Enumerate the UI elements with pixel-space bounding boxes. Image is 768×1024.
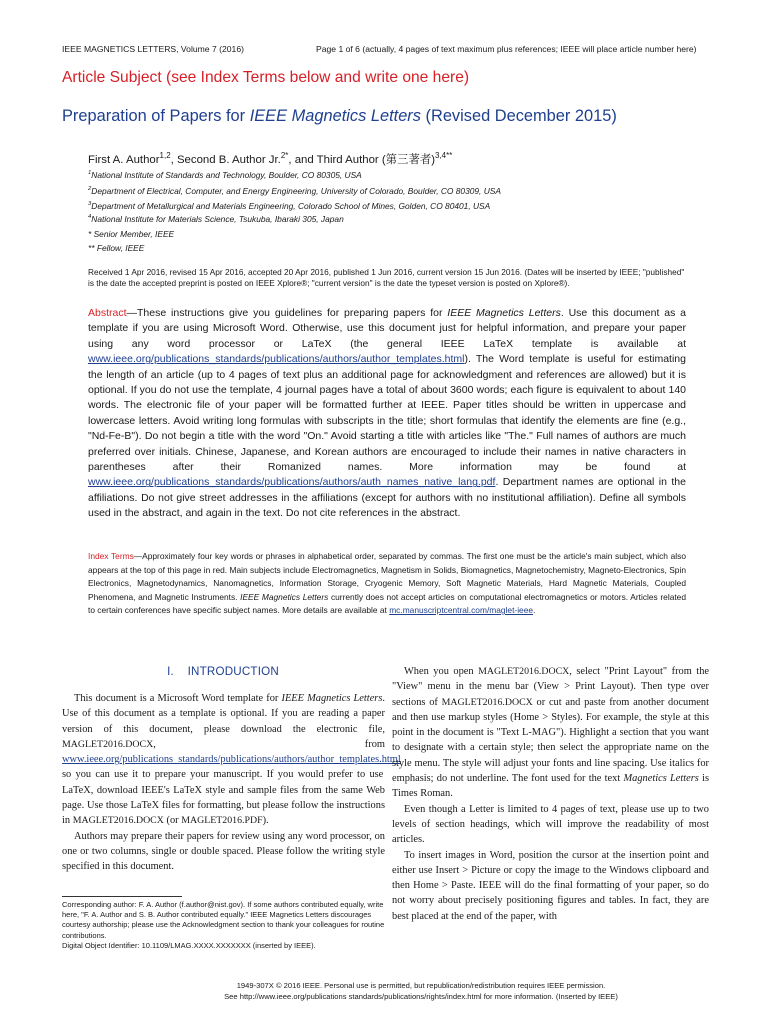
left-column-text [62, 691, 401, 875]
index-terms-label: Index Terms [88, 551, 134, 561]
paper-title: Preparation of Papers for IEEE Magnetics Letters (Revised December 2015) [62, 107, 617, 125]
body-paragraph: Even though a Letter is limited to 4 pages of text, please use up to two levels of section headings, which will improve the readability of most articles. [392, 803, 709, 846]
author-list: First A. Author$^{1,2}$, Second B. Author Jr.$^{2*}$, and Third Author (第三著者)$^{3,4**}$ [88, 151, 453, 166]
section-heading-introduction: I. INTRODUCTION [167, 665, 279, 678]
native-names-link[interactable]: www.ieee.org/publications_standards/publications/authors/auth_names_native_lang.pdf [88, 476, 496, 489]
article-subject: Article Subject (see Index Terms below and write one here) [62, 69, 470, 86]
affiliation: $^1$National Institute of Standards and Technology, Boulder, CO 80305, USA [88, 170, 362, 180]
author-templates-link[interactable]: www.ieee.org/publications_standards/publications/authors/author_templates.html [88, 353, 465, 366]
index-terms: Index Terms—Approximately four key words or phrases in alphabetical order, separated by commas. The first one must be the article's main subject, which also appears at the top of this page in red. Main subjects include Electromagnetics, Magnetism in Solids, Biomagnetics, Magnetochemistry, Magneto-Electronics, Spin Electronics, Magnetodynamics, Nanomagnetics, Information Storage, Cryogenic Memory, Soft Magnetic Materials, Hard Magnetic Materials, Coupled Phenomena, and Magnetic Instruments. IEEE Magnetics Letters currently does not accept articles on computational electromagnetics or motors. Articles related to certain conferences have specific subject names. More details are available at mc.manuscriptcentral.com/maglet-ieee. [88, 551, 686, 615]
affiliation: $^2$Department of Electrical, Computer, and Energy Engineering, University of Colorado, Boulder, CO 80309, USA [88, 186, 501, 196]
footnote-rule [62, 896, 182, 897]
body-paragraph: When you open MAGLET2016.DOCX, select "Print Layout" from the "View" menu in the menu bar (View > Print Layout). Then type over sections of MAGLET2016.DOCX or cut and paste from another document and then use markup styles (Home > Styles). For example, the style at this point in the document is "Text L-MAG"). Highlight a section that you want to designate with a certain style; then select the appropriate name on the style menu. The style will adjust your fonts and line spacing. Use italics for emphasis; do not underline. The font used for the text Magnetics Letters is Times Roman. [392, 666, 709, 800]
author-templates-link[interactable]: www.ieee.org/publications_standards/publications/authors/author_templates.html [62, 754, 401, 766]
intro-paragraph: Authors may prepare their papers for review using any word processor, on one or two columns, single or double spaced. Please follow the writing style specified in this document. [62, 830, 385, 873]
corresponding-author-note: Corresponding author: F. A. Author (f.author@nist.gov). If some authors contributed equally, write here, "F. A. Author and S. B. Author contributed equally." IEEE Magnetics Letters discourages courtesy authorship; please use the Acknowledgment section to thank your colleagues for routine contributions. [62, 900, 385, 940]
fellow-note: ** Fellow, IEEE [88, 243, 145, 253]
manuscript-central-link[interactable]: mc.manuscriptcentral.com/maglet-ieee [389, 605, 534, 615]
doi-note: Digital Object Identifier: 10.1109/LMAG.XXXX.XXXXXXX (inserted by IEEE). [62, 940, 316, 950]
right-column-text [392, 664, 709, 924]
running-header-journal: IEEE MAGNETICS LETTERS, Volume 7 (2016) [62, 44, 244, 54]
abstract: Abstract—These instructions give you guidelines for preparing papers for IEEE Magnetics Letters. Use this document as a template if you are using Microsoft Word. Otherwise, use this document just for helpful information, and prepare your paper using any word processor or LaTeX (the general IEEE LaTeX template is available at www.ieee.org/publications_standards/publications/authors/author_templates.html). The Word template is useful for estimating the length of an article (up to 4 pages of text plus an additional page for acknowledgment and references are allowed) but it is optional. If you do not use the template, 4 journal pages have a total of about 3600 words; each figure is equivalent to about 140 words. The electronic file of your paper will be formatted further at IEEE. Paper titles should be written in uppercase and lowercase letters. Avoid writing long formulas with subscripts in the title; short formulas that identify the elements are fine (e.g., "Nd-Fe-B"). Do not begin a title with the word "On." Avoid starting a title with articles like "The." Full names of authors are much preferred over initials. Chinese, Japanese, and Korean authors are encouraged to include their names in native characters in parentheses after their Romanized names. More information may be found at www.ieee.org/publications_standards/publications/authors/auth_names_native_lang.pdf. Department names are optional in the affiliations. Do not give street addresses in the affiliations (except for authors with no institutional affiliation). Define all symbols used in the abstract, and again in the text. Do not cite references in the abstract. [88, 307, 686, 520]
member-note: * Senior Member, IEEE [88, 229, 175, 239]
copyright-notice: 1949-307X © 2016 IEEE. Personal use is permitted, but republication/redistribution requires IEEE permission. See http://www.ieee.org/publications standards/publications/rights/index.html for more information. (Inserted by IEEE) [224, 981, 618, 1001]
abstract-label: Abstract [88, 307, 127, 319]
intro-paragraph: This document is a Microsoft Word template for IEEE Magnetics Letters. Use of this document as a template is optional. If you are reading a paper version of this document, please download the electronic file, MAGLET2016.DOCX, from www.ieee.org/publications_standards/publications/authors/author_templates.html so you can use it to prepare your manuscript. If you would prefer to use LaTeX, download IEEE's LaTeX style and sample files from the same Web page. Use those LaTeX files for formatting, but please follow the instructions in MAGLET2016.DOCX (or MAGLET2016.PDF). [62, 693, 401, 827]
affiliation: $^4$National Institute for Materials Science, Tsukuba, Ibaraki 305, Japan [88, 214, 344, 224]
publication-dates: Received 1 Apr 2016, revised 15 Apr 2016, accepted 20 Apr 2016, published 1 Jun 2016, current version 15 Jun 2016. (Dates will be inserted by IEEE; "published" is the date the accepted preprint is posted on IEEE Xplore®; "current version" is the date the typeset version is posted on Xplore®). [88, 267, 685, 288]
affiliation: $^3$Department of Metallurgical and Materials Engineering, Colorado School of Mines, Golden, CO 80401, USA [88, 201, 491, 211]
running-header-page: Page 1 of 6 (actually, 4 pages of text maximum plus references; IEEE will place article number here) [316, 44, 697, 54]
body-paragraph: To insert images in Word, position the cursor at the insertion point and either use Insert > Picture or copy the image to the Windows clipboard and then Home > Paste. IEEE will do the final formatting of your paper, so do not worry about precisely positioning figures and tables. In fact, they are best placed at the end of the paper, with [392, 849, 709, 922]
footnote [62, 900, 388, 951]
